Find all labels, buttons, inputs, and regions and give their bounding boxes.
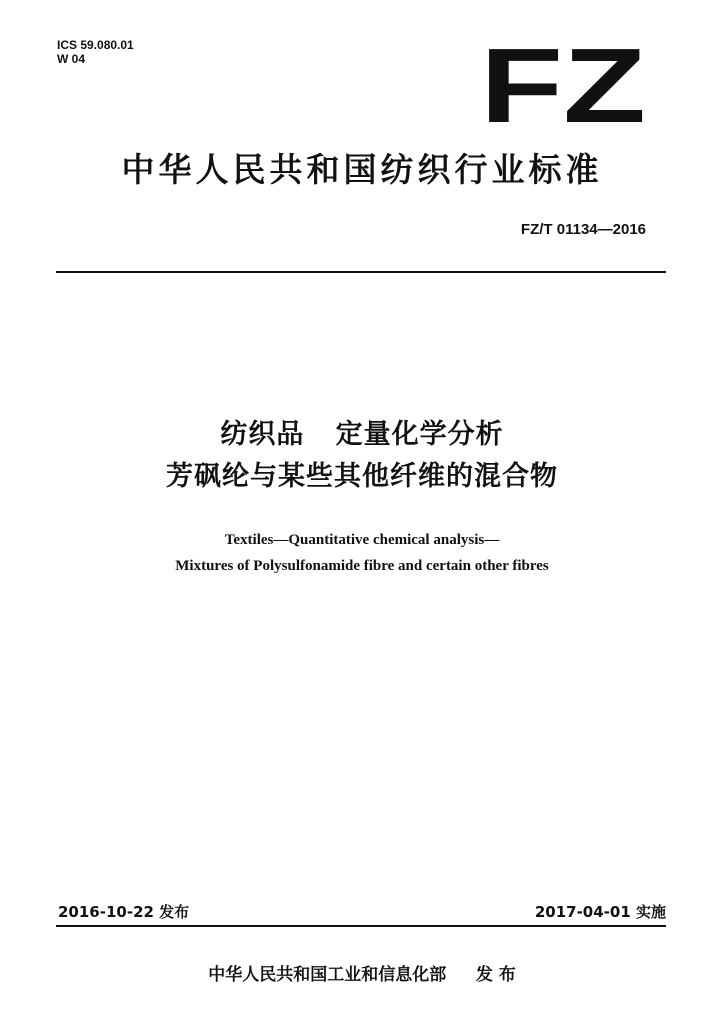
header-divider: [56, 271, 666, 273]
class-code: W 04: [57, 52, 86, 66]
ics-code: ICS 59.080.01: [57, 38, 134, 52]
english-title: [0, 527, 724, 579]
fz-logo: [478, 42, 648, 128]
implementation-date: 2017-04-01 实施: [534, 903, 666, 921]
issue-date: 2016-10-22 发布: [58, 903, 190, 921]
fz-logo-text: FZ: [480, 42, 646, 128]
industry-standard-title: 中华人民共和国纺织行业标准: [121, 150, 603, 189]
issuing-authority: 中华人民共和国工业和信息化部 发 布: [208, 965, 516, 985]
chinese-title: [0, 414, 724, 498]
chinese-title-line2: 芳砜纶与某些其他纤维的混合物: [166, 461, 558, 492]
chinese-title-line1: 纺织品 定量化学分析: [220, 419, 504, 450]
standard-code: FZ/T 01134—2016: [520, 221, 646, 238]
footer-divider: [56, 925, 666, 927]
classification-codes: [57, 38, 134, 66]
english-title-line2: Mixtures of Polysulfonamide fibre and certain other fibres: [175, 558, 549, 574]
english-title-line1: Textiles—Quantitative chemical analysis—: [224, 532, 500, 548]
